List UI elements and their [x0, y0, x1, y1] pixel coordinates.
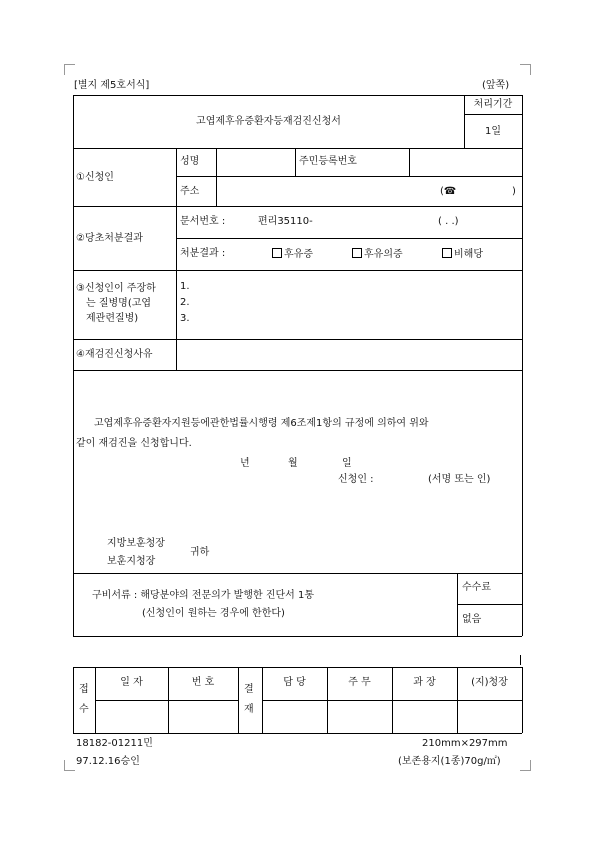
statement-line2: 같이 재검진을 신청합니다. — [76, 438, 192, 449]
crop-mark-bottom-left — [64, 760, 75, 771]
signature-label: (서명 또는 인) — [428, 474, 491, 485]
rrn-label: 주민등록번호 — [299, 156, 357, 167]
option-not-applicable[interactable]: 비해당 — [442, 248, 483, 261]
receipt-label-1: 접 — [79, 684, 89, 695]
disposition-section-label: ②당초처분결과 — [76, 233, 143, 244]
statement-line1: 고엽제후유증환자지원등에관한법률시행령 제6조제1항의 규정에 의하여 위와 — [94, 418, 429, 429]
document-number-label: 문서번호 : — [180, 216, 226, 227]
claimed-item-1: 1. — [180, 281, 190, 292]
date-year-label: 년 — [240, 458, 250, 469]
date-day-label: 일 — [342, 458, 352, 469]
receipt-label-2: 수 — [79, 704, 89, 715]
approval-label-1: 결 — [244, 684, 254, 695]
receipt-date-header: 일 자 — [120, 677, 143, 688]
address-label: 주소 — [180, 186, 200, 197]
signer-label: 신청인 : — [338, 474, 374, 485]
name-label: 성명 — [180, 156, 200, 167]
required-documents: 구비서류 : 해당분야의 전문의가 발행한 진단서 1통 — [92, 590, 315, 601]
approval-chief-header: 주 무 — [348, 677, 371, 688]
checkbox-icon — [272, 248, 282, 258]
phone-close: ) — [512, 186, 516, 197]
addressee-regional: 지방보훈청장 — [107, 538, 165, 549]
document-date: ( . .) — [438, 216, 459, 227]
reason-field[interactable] — [180, 349, 515, 361]
form-number: [별지 제5호서식] — [74, 80, 150, 91]
approval-manager-header: 과 장 — [413, 677, 436, 688]
option-suspected-sequelae[interactable]: 후유의증 — [352, 248, 403, 261]
form-title: 고엽제후유증환자등재검진신청서 — [196, 116, 341, 127]
checkbox-icon — [442, 248, 452, 258]
reason-section-label: ④재검진신청사유 — [76, 349, 153, 360]
footer-paper-type: (보존용지(1종)70g/㎡) — [398, 756, 501, 767]
claimed-section-line1: ③신청인이 주장하 — [76, 283, 156, 294]
honorific: 귀하 — [190, 547, 210, 558]
required-documents-note: (신청인이 원하는 경우에 한한다) — [142, 608, 285, 619]
addressee-branch: 보훈지청장 — [107, 556, 156, 567]
applicant-section-label: ①신청인 — [76, 172, 114, 183]
crop-mark-bottom-right — [520, 760, 531, 771]
crop-mark-top-right — [520, 64, 531, 75]
footer-paper-size: 210mm×297mm — [422, 738, 508, 749]
option-sequelae[interactable]: 후유증 — [272, 248, 313, 261]
checkbox-icon — [352, 248, 362, 258]
footer-approval-date: 97.12.16승인 — [76, 756, 140, 767]
side-label: (앞쪽) — [482, 80, 510, 91]
claimed-item-3: 3. — [180, 313, 190, 324]
processing-period-value: 1일 — [484, 126, 502, 137]
tick-mark — [520, 655, 521, 665]
approval-staff-header: 담 당 — [283, 677, 306, 688]
phone-open: (☎ — [440, 186, 457, 197]
footer-code: 18182-01211민 — [76, 738, 153, 749]
date-month-label: 월 — [288, 458, 298, 469]
approval-director-header: (지)청장 — [471, 677, 508, 688]
fee-label: 수수료 — [462, 582, 491, 593]
crop-mark-top-left — [64, 64, 75, 75]
approval-label-2: 재 — [244, 704, 254, 715]
claimed-section-line3: 제관련질병) — [86, 313, 139, 324]
claimed-section-line2: 는 질병명(고엽 — [86, 298, 152, 309]
document-number-value: 편리35110- — [258, 216, 313, 227]
fee-value: 없음 — [462, 614, 482, 625]
receipt-number-header: 번 호 — [191, 677, 215, 688]
result-label: 처분결과 : — [180, 248, 226, 259]
processing-period-label: 처리기간 — [473, 99, 513, 110]
address-field[interactable] — [220, 186, 430, 198]
claimed-item-2: 2. — [180, 297, 190, 308]
